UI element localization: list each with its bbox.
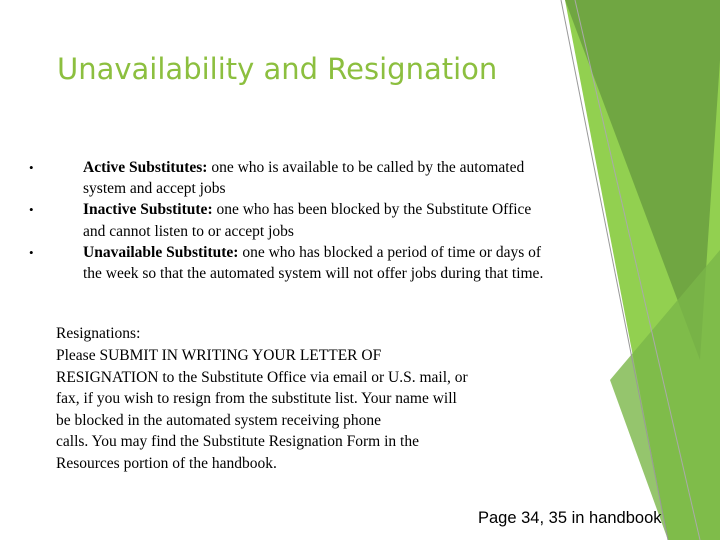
bullet-text: one who has blocked a period of time or days of the week so that the automated system will not offer jobs during that time. bbox=[83, 243, 544, 283]
bullet-text: one who is available to be called by the automated system and accept jobs bbox=[83, 159, 525, 198]
bullet-term: Unavailable Substitute: bbox=[83, 243, 239, 261]
bullet-item bbox=[29, 199, 549, 241]
bullet-item bbox=[29, 157, 549, 199]
bullet-list bbox=[29, 157, 549, 284]
page-reference: Page 34, 35 in handbook bbox=[478, 509, 662, 527]
bullet-item bbox=[29, 242, 549, 284]
bullet-text: one who has been blocked by the Substitute Office and cannot listen to or accept jobs bbox=[83, 201, 532, 240]
bullet-term: Active Substitutes: bbox=[83, 159, 208, 176]
bullet-dot-icon: • bbox=[29, 244, 34, 260]
resignations-heading: Resignations: bbox=[56, 325, 141, 342]
resignations-body: Please SUBMIT IN WRITING YOUR LETTER OF RESIGNATION to the Substitute Office via email or U.S. mail, or fax, if you wish to resign from the substitute list. Your name will be blocked in the automated system receiving phone calls. You may find the Substitute Resignation Form in the Resources portion of the handbook. bbox=[56, 347, 468, 472]
slide-title: Unavailability and Resignation bbox=[57, 52, 498, 86]
bullet-term: Inactive Substitute: bbox=[83, 201, 213, 219]
bullet-dot-icon: • bbox=[29, 202, 34, 218]
bullet-dot-icon: • bbox=[29, 160, 34, 175]
